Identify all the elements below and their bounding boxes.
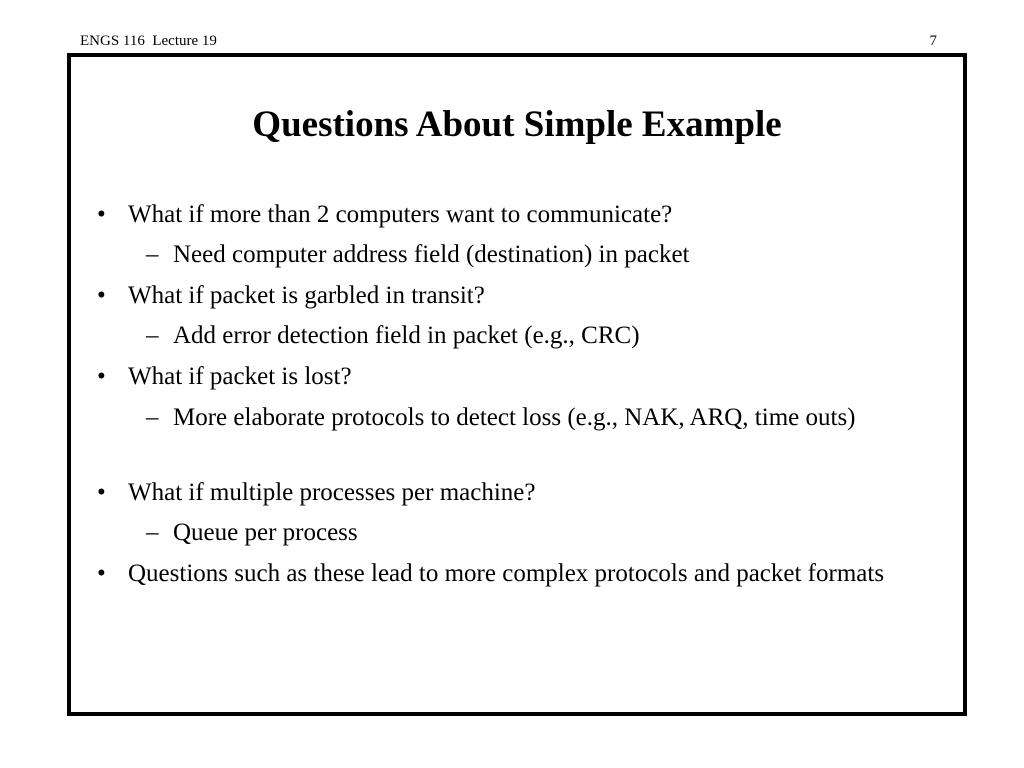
bullet-marker: • xyxy=(97,363,106,390)
list-item-text: What if packet is lost? xyxy=(128,363,352,390)
sub-list-item xyxy=(146,319,908,353)
dash-marker: – xyxy=(146,322,159,349)
slide-title: Questions About Simple Example xyxy=(252,104,782,145)
dash-marker: – xyxy=(146,404,159,431)
list-item xyxy=(97,360,908,394)
page-number: 7 xyxy=(929,33,937,49)
sub-list-item-text: More elaborate protocols to detect loss (e.g., NAK, ARQ, time outs) xyxy=(173,404,856,431)
list-item-text: Questions such as these lead to more complex protocols and packet formats xyxy=(128,560,885,587)
list-item xyxy=(97,279,908,313)
list-item xyxy=(97,198,908,232)
sub-list-item-text: Queue per process xyxy=(173,519,358,546)
bullet-marker: • xyxy=(97,201,106,228)
sub-list-item-text: Need computer address field (destination) in packet xyxy=(173,241,690,268)
sub-list-item-text: Add error detection field in packet (e.g., CRC) xyxy=(173,322,640,349)
lecture-header: ENGS 116 Lecture 19 xyxy=(80,33,217,49)
list-item xyxy=(97,476,908,510)
bullet-marker: • xyxy=(97,479,106,506)
bullet-list xyxy=(71,57,963,712)
bullet-marker: • xyxy=(97,560,106,587)
dash-marker: – xyxy=(146,241,159,268)
sub-list-item xyxy=(146,516,908,550)
sub-list-item xyxy=(146,401,908,435)
slide-frame xyxy=(67,53,967,716)
bullet-marker: • xyxy=(97,282,106,309)
dash-marker: – xyxy=(146,519,159,546)
list-item xyxy=(97,557,908,591)
list-item-text: What if multiple processes per machine? xyxy=(128,479,536,506)
list-item-text: What if packet is garbled in transit? xyxy=(128,282,485,309)
sub-list-item xyxy=(146,238,908,272)
list-item-text: What if more than 2 computers want to communicate? xyxy=(128,201,673,228)
